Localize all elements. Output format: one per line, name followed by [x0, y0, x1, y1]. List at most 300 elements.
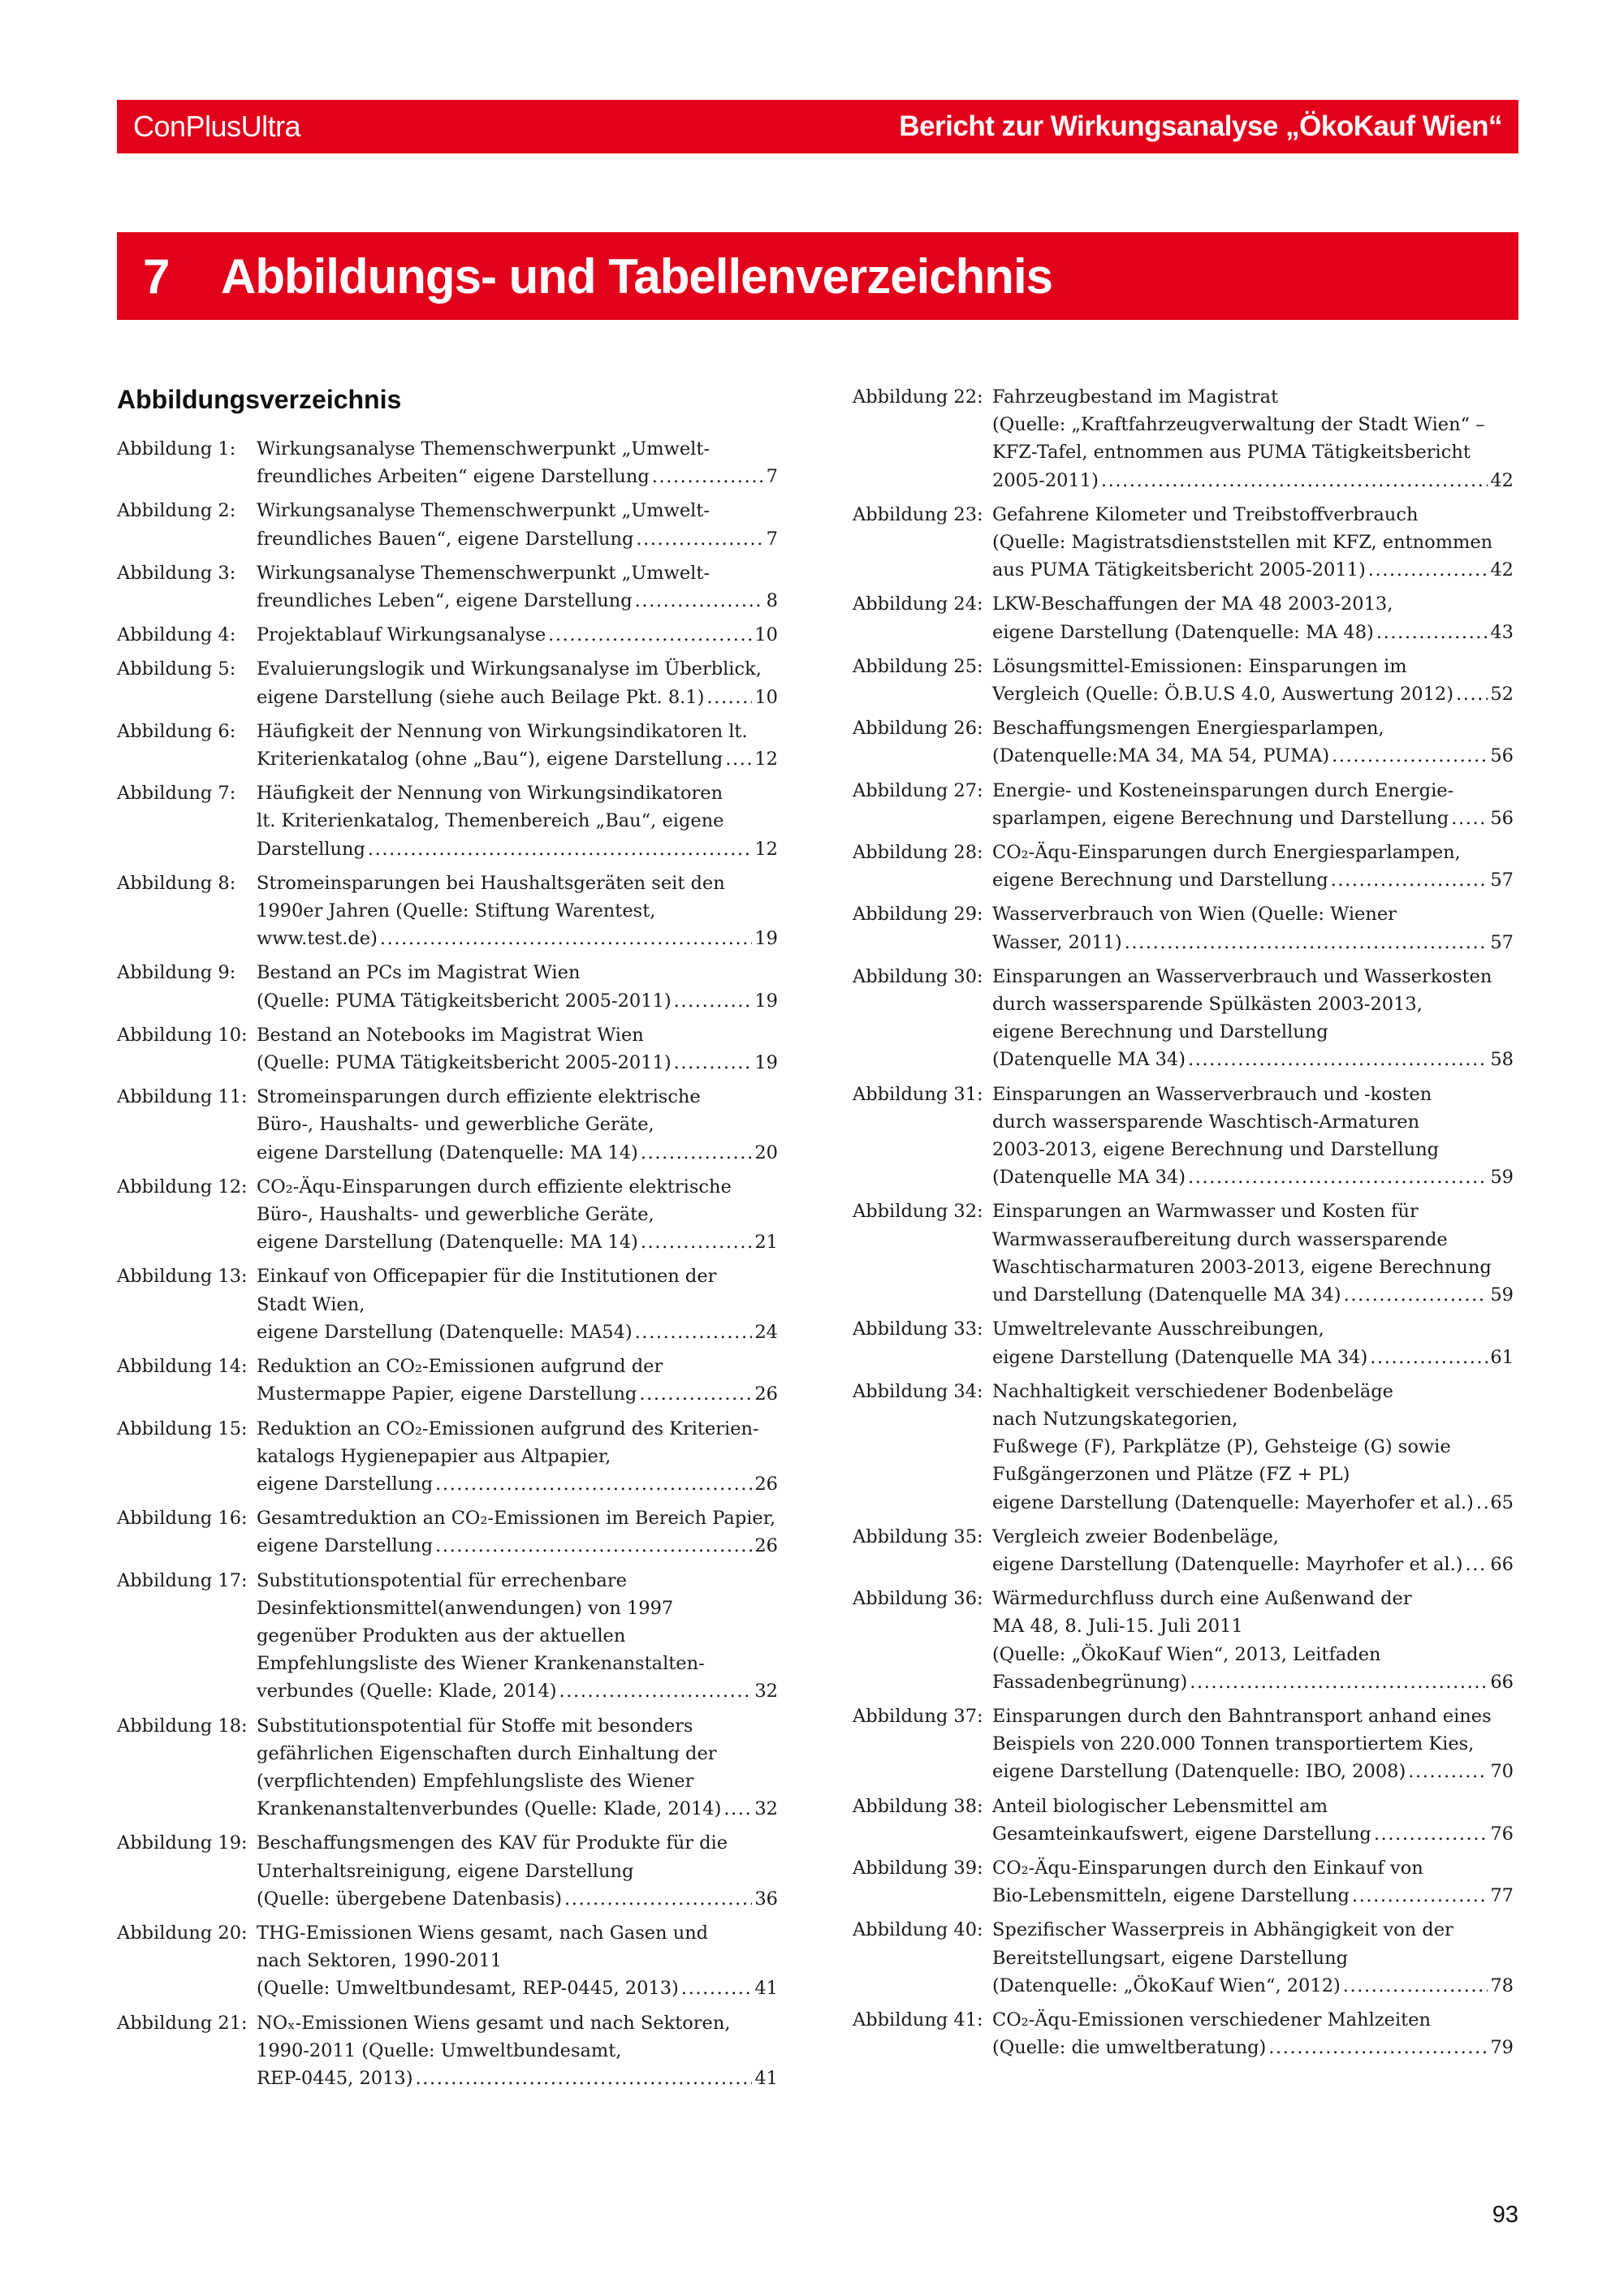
caption-last-line [992, 929, 1514, 956]
dot-leader [1408, 1758, 1488, 1785]
caption-line: Bestand an PCs im Magistrat Wien [257, 962, 581, 984]
figure-label: Abbildung 22: [853, 386, 983, 408]
page-ref: 12 [754, 838, 778, 860]
figure-label: Abbildung 36: [853, 1588, 983, 1610]
figure-label: Abbildung 16: [117, 1508, 248, 1530]
figure-entry [853, 963, 1514, 1074]
caption-line: (Quelle: PUMA Tätigkeitsbericht 2005-2011) [257, 990, 672, 1012]
figure-label: Abbildung 40: [853, 1919, 983, 1941]
figure-label: Abbildung 13: [117, 1266, 248, 1288]
caption-line: durch wassersparende Waschtisch-Armaturen [992, 1111, 1420, 1133]
caption-line: Büro-, Haushalts- und gewerbliche Geräte, [257, 1114, 654, 1136]
caption-line: (Datenquelle:MA 34, MA 54, PUMA) [992, 745, 1330, 767]
caption-last-line [992, 556, 1514, 584]
caption-line: Unterhaltsreinigung, eigene Darstellung [257, 1860, 634, 1882]
caption-line: Energie- und Kosteneinsparungen durch Energie- [992, 779, 1454, 801]
caption-line: Reduktion an CO₂-Emissionen aufgrund des Kriterien- [257, 1418, 759, 1439]
caption-line: Anteil biologischer Lebensmittel am [992, 1795, 1328, 1817]
caption-line: Gesamteinkaufswert, eigene Darstellung [992, 1823, 1371, 1845]
figure-caption [257, 655, 778, 710]
figure-entry [117, 1021, 778, 1077]
caption-line: Wirkungsanalyse Themenschwerpunkt „Umwelt- [257, 438, 710, 460]
figure-caption [257, 497, 778, 552]
caption-line: (Quelle: übergebene Datenbasis) [257, 1888, 563, 1910]
caption-line: sparlampen, eigene Berechnung und Darstellung [992, 807, 1449, 829]
figure-entry [853, 1585, 1514, 1696]
caption-line: Einsparungen durch den Bahntransport anhand eines [992, 1705, 1492, 1727]
page-ref: 52 [1490, 684, 1514, 706]
caption-line: Wirkungsanalyse Themenschwerpunkt „Umwelt- [257, 500, 710, 522]
figure-label: Abbildung 3: [117, 562, 236, 584]
dot-leader [1466, 1551, 1488, 1578]
caption-line: eigene Berechnung und Darstellung [992, 1021, 1328, 1043]
figure-entry [853, 839, 1514, 894]
dot-leader [1125, 929, 1488, 956]
figure-entry [117, 1567, 778, 1706]
figure-caption [992, 2006, 1514, 2061]
page-ref: 59 [1490, 1284, 1514, 1306]
caption-last-line [257, 525, 778, 553]
figure-label: Abbildung 9: [117, 962, 236, 984]
caption-last-line [992, 805, 1514, 832]
figure-caption [992, 1523, 1514, 1578]
dot-leader [681, 1974, 753, 2002]
caption-line: Krankenanstaltenverbundes (Quelle: Klade, 2014) [257, 1798, 722, 1820]
dot-leader [1352, 1882, 1488, 1910]
figure-caption [992, 777, 1514, 832]
caption-line: Darstellung [257, 838, 365, 860]
caption-line: KFZ-Tafel, entnommen aus PUMA Tätigkeitsbericht [992, 442, 1471, 464]
caption-last-line [257, 1974, 778, 2002]
caption-line: 1990-2011 (Quelle: Umweltbundesamt, [257, 2039, 622, 2061]
caption-line: Bestand an Notebooks im Magistrat Wien [257, 1024, 644, 1046]
caption-line: Häufigkeit der Nennung von Wirkungsindikatoren [257, 783, 723, 805]
caption-line: Bio-Lebensmitteln, eigene Darstellung [992, 1885, 1350, 1907]
figure-label: Abbildung 8: [117, 872, 236, 894]
page-ref: 24 [754, 1321, 778, 1343]
caption-line: eigene Darstellung (Datenquelle: MA54) [257, 1321, 633, 1343]
page-ref: 10 [754, 686, 778, 708]
caption-last-line [992, 2034, 1514, 2061]
dot-leader [652, 463, 764, 490]
page-ref: 59 [1490, 1167, 1514, 1189]
figure-caption [992, 839, 1514, 894]
page-ref: 12 [754, 749, 778, 770]
caption-line: Stadt Wien, [257, 1293, 365, 1315]
dot-leader [548, 621, 752, 649]
caption-line: Fassadenbegrünung) [992, 1671, 1188, 1693]
caption-last-line [257, 1228, 778, 1256]
dot-leader [1188, 1046, 1488, 1073]
caption-line: Beschaffungsmengen des KAV für Produkte für die [257, 1832, 728, 1854]
figure-entry [117, 1504, 778, 1560]
page-ref: 43 [1490, 621, 1514, 643]
caption-line: Stromeinsparungen bei Haushaltsgeräten seit den [257, 872, 725, 894]
caption-line: freundliches Leben“, eigene Darstellung [257, 590, 633, 612]
page-ref: 76 [1490, 1823, 1514, 1845]
dot-leader [435, 1470, 752, 1498]
figure-caption [992, 501, 1514, 585]
dot-leader [636, 525, 763, 553]
caption-last-line [257, 987, 778, 1015]
figure-label: Abbildung 2: [117, 500, 236, 522]
page-ref: 57 [1490, 870, 1514, 891]
figure-caption [992, 1315, 1514, 1370]
caption-line: gefährlichen Eigenschaften durch Einhaltung der [257, 1742, 717, 1764]
page-ref: 42 [1490, 559, 1514, 581]
caption-line: Lösungsmittel-Emissionen: Einsparungen im [992, 655, 1407, 677]
caption-line: MA 48, 8. Juli-15. Juli 2011 [992, 1616, 1243, 1638]
caption-last-line [992, 467, 1514, 494]
caption-line: eigene Darstellung (Datenquelle: IBO, 2008) [992, 1761, 1406, 1783]
caption-line: Wirkungsanalyse Themenschwerpunkt „Umwelt- [257, 562, 710, 584]
caption-line: Evaluierungslogik und Wirkungsanalyse im Überblick, [257, 658, 762, 680]
caption-line: Bereitstellungsart, eigene Darstellung [992, 1947, 1348, 1969]
caption-last-line [992, 1882, 1514, 1910]
dot-leader [380, 925, 753, 952]
caption-line: Spezifischer Wasserpreis in Abhängigkeit von der [992, 1919, 1453, 1941]
dot-leader [435, 1532, 752, 1560]
caption-last-line [257, 1795, 778, 1823]
caption-line: Häufigkeit der Nennung von Wirkungsindikatoren lt. [257, 720, 748, 742]
dot-leader [674, 987, 753, 1015]
caption-last-line [257, 463, 778, 490]
dot-leader [1456, 680, 1488, 708]
figure-caption [257, 779, 778, 863]
figure-entry [853, 1315, 1514, 1370]
figure-label: Abbildung 39: [853, 1857, 983, 1879]
caption-line: Stromeinsparungen durch effiziente elektrische [257, 1086, 701, 1108]
figure-caption [992, 383, 1514, 494]
caption-line: Reduktion an CO₂-Emissionen aufgrund der [257, 1356, 663, 1378]
dot-leader [641, 1228, 753, 1256]
caption-line: eigene Darstellung (Datenquelle: MA 14) [257, 1142, 638, 1163]
figure-entry [117, 1919, 778, 2003]
figure-entry [117, 1262, 778, 1346]
figure-caption [992, 1703, 1514, 1786]
caption-line: Mustermappe Papier, eigene Darstellung [257, 1383, 637, 1405]
figure-entry [853, 777, 1514, 832]
caption-last-line [257, 587, 778, 615]
caption-last-line [257, 745, 778, 773]
caption-last-line [992, 619, 1514, 646]
caption-line: Einsparungen an Wasserverbrauch und -kosten [992, 1083, 1432, 1105]
caption-line: CO₂-Äqu-Emissionen verschiedener Mahlzeiten [992, 2009, 1431, 2031]
figure-caption [257, 1262, 778, 1346]
figure-label: Abbildung 7: [117, 783, 236, 805]
figure-entry [117, 559, 778, 615]
page-ref: 61 [1490, 1346, 1514, 1368]
caption-line: verbundes (Quelle: Klade, 2014) [257, 1681, 557, 1703]
caption-line: Empfehlungsliste des Wiener Krankenanstalten- [257, 1653, 705, 1675]
caption-last-line [257, 1532, 778, 1560]
page-ref: 8 [766, 590, 778, 612]
page-ref: 32 [754, 1798, 778, 1820]
caption-last-line [257, 2065, 778, 2092]
dot-leader [723, 1795, 752, 1823]
figure-entry [853, 1081, 1514, 1192]
dot-leader [706, 684, 752, 711]
caption-line: (Datenquelle MA 34) [992, 1049, 1186, 1071]
caption-line: (verpflichtenden) Empfehlungsliste des Wiener [257, 1770, 694, 1792]
chapter-title: Abbildungs- und Tabellenverzeichnis [221, 248, 1052, 304]
figure-label: Abbildung 38: [853, 1795, 983, 1817]
figure-entry [117, 497, 778, 552]
figure-label: Abbildung 26: [853, 718, 983, 740]
figure-entry [853, 501, 1514, 585]
caption-last-line [992, 1489, 1514, 1517]
page-ref: 57 [1490, 931, 1514, 953]
caption-last-line [257, 684, 778, 711]
figure-caption [992, 1793, 1514, 1848]
figure-caption [257, 2009, 778, 2093]
page-ref: 58 [1490, 1049, 1514, 1071]
report-title: Bericht zur Wirkungsanalyse „ÖkoKauf Wien“ [899, 110, 1502, 142]
caption-line: Substitutionspotential für errechenbare [257, 1569, 627, 1591]
caption-line: eigene Darstellung [257, 1473, 434, 1495]
figure-entry [853, 1793, 1514, 1848]
figure-entry [117, 1083, 778, 1167]
figure-caption [257, 1415, 778, 1499]
caption-line: Kriterienkatalog (ohne „Bau“), eigene Darstellung [257, 749, 723, 770]
figure-entry [117, 1829, 778, 1913]
figure-entry [117, 959, 778, 1014]
caption-line: NOₓ-Emissionen Wiens gesamt und nach Sektoren, [257, 2012, 731, 2034]
caption-last-line [992, 1163, 1514, 1191]
figure-entry [853, 1523, 1514, 1578]
caption-line: (Quelle: „Kraftfahrzeugverwaltung der Stadt Wien“ – [992, 414, 1485, 436]
figure-entry [117, 621, 778, 649]
page-ref: 26 [754, 1535, 778, 1557]
caption-last-line [257, 621, 778, 649]
caption-line: eigene Darstellung (Datenquelle: MA 14) [257, 1232, 638, 1254]
caption-last-line [257, 835, 778, 863]
caption-line: LKW-Beschaffungen der MA 48 2003-2013, [992, 593, 1393, 615]
figure-label: Abbildung 6: [117, 720, 236, 742]
dot-leader [1451, 805, 1488, 832]
dot-leader [1332, 742, 1488, 770]
figure-label: Abbildung 1: [117, 438, 236, 460]
page-ref: 36 [754, 1888, 778, 1910]
caption-last-line [257, 1318, 778, 1346]
figure-label: Abbildung 30: [853, 965, 983, 987]
dot-leader [1268, 2034, 1488, 2061]
caption-line: Fußgängerzonen und Plätze (FZ + PL) [992, 1464, 1350, 1486]
figure-label: Abbildung 34: [853, 1380, 983, 1402]
caption-line: 1990er Jahren (Quelle: Stiftung Warentest, [257, 900, 656, 922]
caption-last-line [257, 1139, 778, 1167]
figure-label: Abbildung 25: [853, 655, 983, 677]
figure-caption [257, 718, 778, 773]
caption-last-line [257, 925, 778, 952]
dot-leader [635, 1318, 753, 1346]
caption-line: (Datenquelle MA 34) [992, 1167, 1186, 1189]
caption-line: durch wassersparende Spülkästen 2003-2013, [992, 994, 1423, 1016]
figure-label: Abbildung 11: [117, 1086, 248, 1108]
figure-label: Abbildung 31: [853, 1083, 983, 1105]
dot-leader [1368, 556, 1488, 584]
caption-line: Substitutionspotential für Stoffe mit besonders [257, 1715, 693, 1737]
caption-last-line [992, 866, 1514, 894]
figure-label: Abbildung 15: [117, 1418, 248, 1439]
figure-caption [257, 870, 778, 953]
page-ref: 20 [754, 1142, 778, 1163]
dot-leader [725, 745, 752, 773]
page-ref: 41 [754, 1978, 778, 2000]
page-ref: 56 [1490, 807, 1514, 829]
dot-leader [1188, 1163, 1488, 1191]
figure-label: Abbildung 29: [853, 904, 983, 926]
caption-line: nach Sektoren, 1990-2011 [257, 1950, 503, 1972]
page-ref: 42 [1490, 469, 1514, 491]
caption-line: Gesamtreduktion an CO₂-Emissionen im Bereich Papier, [257, 1508, 776, 1530]
caption-last-line [992, 1551, 1514, 1578]
figure-caption [257, 1919, 778, 2003]
figure-entry [853, 1916, 1514, 2000]
figure-label: Abbildung 14: [117, 1356, 248, 1378]
caption-line: Desinfektionsmittel(anwendungen) von 1997 [257, 1597, 674, 1619]
dot-leader [1343, 1972, 1488, 2000]
figure-caption [257, 959, 778, 1014]
figure-entry [853, 1854, 1514, 1910]
dot-leader [635, 587, 764, 615]
figure-caption [992, 1378, 1514, 1517]
page-ref: 66 [1490, 1553, 1514, 1575]
caption-line: aus PUMA Tätigkeitsbericht 2005-2011) [992, 559, 1366, 581]
caption-line: (Quelle: die umweltberatung) [992, 2037, 1267, 2059]
chapter-heading [117, 232, 1518, 320]
caption-line: katalogs Hygienepapier aus Altpapier, [257, 1445, 611, 1467]
caption-last-line [257, 1049, 778, 1077]
caption-line: Vergleich (Quelle: Ö.B.U.S 4.0, Auswertung 2012) [992, 684, 1453, 706]
page-ref: 19 [754, 990, 778, 1012]
caption-line: Vergleich zweier Bodenbeläge, [992, 1526, 1279, 1547]
page-ref: 21 [754, 1232, 778, 1254]
figure-caption [257, 435, 778, 490]
figure-entry [853, 1198, 1514, 1309]
caption-last-line [257, 1380, 778, 1408]
figure-label: Abbildung 18: [117, 1715, 248, 1737]
page-ref: 56 [1490, 745, 1514, 767]
dot-leader [1331, 866, 1488, 894]
page-ref: 10 [754, 624, 778, 646]
caption-line: Warmwasseraufbereitung durch wassersparende [992, 1228, 1448, 1250]
caption-last-line [992, 680, 1514, 708]
caption-line: CO₂-Äqu-Einsparungen durch den Einkauf von [992, 1857, 1423, 1879]
caption-line: freundliches Arbeiten“ eigene Darstellung [257, 466, 650, 488]
dot-leader [1370, 1344, 1488, 1371]
page-ref: 66 [1490, 1671, 1514, 1693]
figure-label: Abbildung 23: [853, 503, 983, 525]
figure-entry [853, 590, 1514, 645]
figure-caption [257, 1083, 778, 1167]
figure-entry [117, 870, 778, 953]
page-ref: 32 [754, 1681, 778, 1703]
figure-label: Abbildung 12: [117, 1176, 248, 1198]
dot-leader [641, 1139, 753, 1167]
caption-line: eigene Darstellung (Datenquelle MA 34) [992, 1346, 1368, 1368]
caption-line: www.test.de) [257, 928, 378, 950]
caption-line: 2003-2013, eigene Berechnung und Darstellung [992, 1139, 1440, 1161]
figure-entry [117, 718, 778, 773]
dot-leader [639, 1380, 752, 1408]
dot-leader [368, 835, 752, 863]
figure-label: Abbildung 27: [853, 779, 983, 801]
caption-line: Büro-, Haushalts- und gewerbliche Geräte, [257, 1204, 654, 1226]
figure-entry [117, 1353, 778, 1408]
figure-label: Abbildung 35: [853, 1526, 983, 1547]
dot-leader [674, 1049, 753, 1077]
caption-line: THG-Emissionen Wiens gesamt, nach Gasen und [257, 1922, 709, 1944]
caption-line: 2005-2011) [992, 469, 1099, 491]
page-ref: 77 [1490, 1885, 1514, 1907]
caption-line: CO₂-Äqu-Einsparungen durch Energiesparlampen, [992, 842, 1461, 864]
caption-line: Fußwege (F), Parkplätze (P), Gehsteige (G) sowie [992, 1436, 1451, 1458]
caption-line: Gefahrene Kilometer und Treibstoffverbrauch [992, 503, 1419, 525]
caption-last-line [992, 1668, 1514, 1696]
caption-line: Wasser, 2011) [992, 931, 1122, 953]
caption-line: Wärmedurchfluss durch eine Außenwand der [992, 1588, 1412, 1610]
caption-last-line [992, 1344, 1514, 1371]
dot-leader [564, 1885, 752, 1913]
page-ref: 70 [1490, 1761, 1514, 1783]
caption-line: Projektablauf Wirkungsanalyse [257, 624, 546, 646]
figure-caption [992, 900, 1514, 956]
figure-caption [257, 1712, 778, 1823]
caption-line: Umweltrelevante Ausschreibungen, [992, 1318, 1324, 1340]
figure-entry [853, 1703, 1514, 1786]
section-title: Abbildungsverzeichnis [117, 385, 402, 414]
figure-caption [257, 621, 778, 649]
caption-line: Fahrzeugbestand im Magistrat [992, 386, 1279, 408]
caption-line: (Quelle: PUMA Tätigkeitsbericht 2005-2011) [257, 1052, 672, 1074]
caption-line: Einkauf von Officepapier für die Institutionen der [257, 1266, 717, 1288]
caption-line: (Quelle: Umweltbundesamt, REP-0445, 2013) [257, 1978, 679, 2000]
figure-caption [257, 1567, 778, 1706]
figure-list-right [853, 383, 1514, 2068]
caption-line: eigene Berechnung und Darstellung [992, 870, 1328, 891]
figure-caption [992, 963, 1514, 1074]
figure-entry [853, 714, 1514, 770]
caption-line: eigene Darstellung (Datenquelle: MA 48) [992, 621, 1374, 643]
caption-last-line [257, 1470, 778, 1498]
caption-line: Wasserverbrauch von Wien (Quelle: Wiener [992, 904, 1397, 926]
figure-entry [117, 655, 778, 710]
figure-caption [992, 1585, 1514, 1696]
figure-entry [117, 435, 778, 490]
figure-entry [117, 779, 778, 863]
caption-line: (Quelle: „ÖkoKauf Wien“, 2013, Leitfaden [992, 1643, 1381, 1665]
figure-label: Abbildung 20: [117, 1922, 248, 1944]
caption-line: REP-0445, 2013) [257, 2067, 413, 2089]
figure-label: Abbildung 4: [117, 624, 236, 646]
figure-label: Abbildung 33: [853, 1318, 983, 1340]
figure-entry [853, 1378, 1514, 1517]
caption-line: Beispiels von 220.000 Tonnen transportiertem Kies, [992, 1733, 1475, 1755]
figure-label: Abbildung 17: [117, 1569, 248, 1591]
brand-name: ConPlusUltra [133, 110, 301, 143]
caption-last-line [992, 1046, 1514, 1073]
caption-last-line [257, 1677, 778, 1705]
figure-caption [992, 1916, 1514, 2000]
figure-label: Abbildung 10: [117, 1024, 248, 1046]
dot-leader [1101, 467, 1488, 494]
page-ref: 7 [766, 528, 778, 550]
page-ref: 19 [754, 928, 778, 950]
caption-line: lt. Kriterienkatalog, Themenbereich „Bau“, eigene [257, 810, 724, 832]
caption-line: Einsparungen an Warmwasser und Kosten für [992, 1201, 1419, 1223]
figure-label: Abbildung 41: [853, 2009, 983, 2031]
